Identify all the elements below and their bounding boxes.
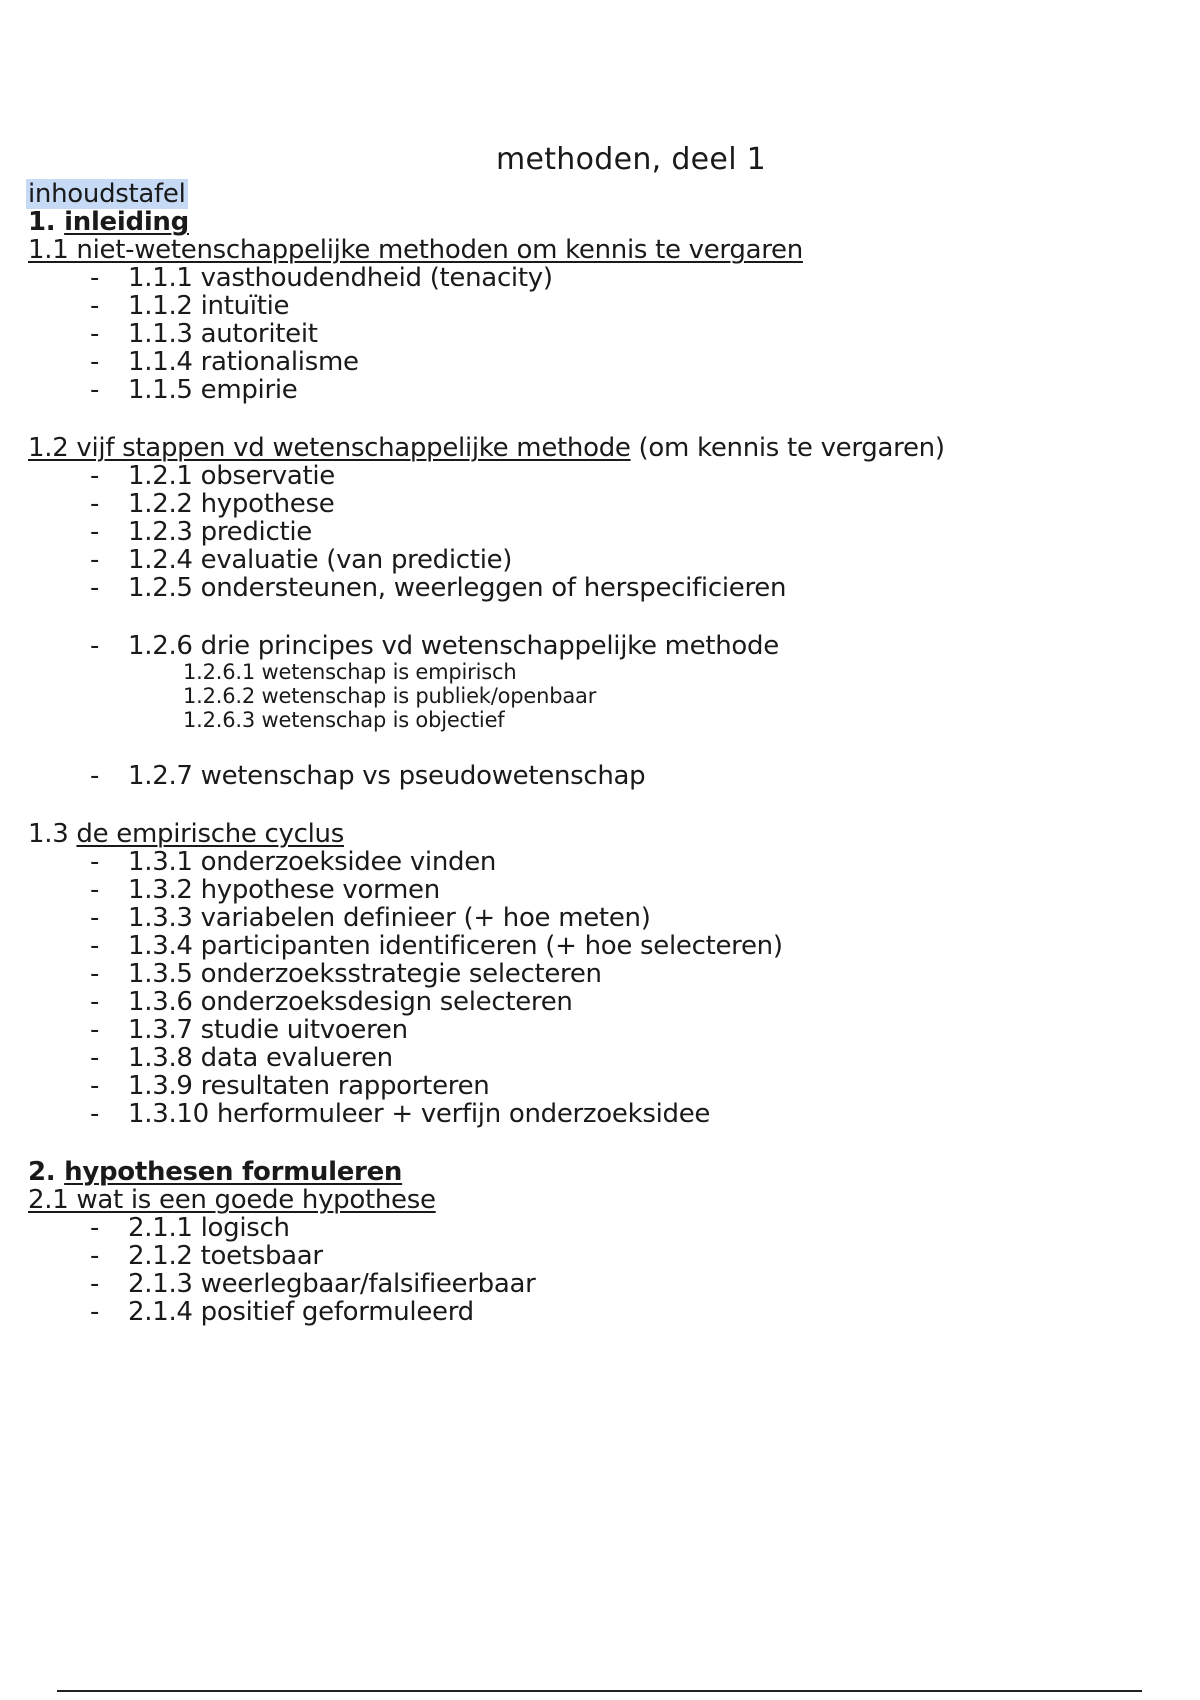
list-item: - 1.2.1 observatie (90, 461, 335, 491)
list-item: - 2.1.3 weerlegbaar/falsifieerbaar (90, 1269, 536, 1299)
section-1-2-list (28, 462, 1168, 790)
list-item: - 1.1.1 vasthoudendheid (tenacity) (90, 263, 553, 293)
section-2-1-list (28, 1214, 1168, 1326)
list-item: - 1.3.9 resultaten rapporteren (90, 1071, 490, 1101)
section-1-3-heading: 1.3 de empirische cyclus (28, 819, 344, 849)
list-item: - 1.3.8 data evalueren (90, 1043, 393, 1073)
list-item: - 1.3.3 variabelen definieer (+ hoe meten) (90, 903, 651, 933)
footer-divider (57, 1690, 1142, 1692)
section-1-3-list (28, 848, 1168, 1128)
list-item: - 1.3.2 hypothese vormen (90, 875, 440, 905)
list-item: - 2.1.1 logisch (90, 1213, 290, 1243)
page-title: methoden, deel 1 (495, 142, 767, 177)
list-item: - 1.2.6 drie principes vd wetenschappelijke methode (90, 631, 779, 661)
list-item: - 1.1.5 empirie (90, 375, 298, 405)
section-1-1-heading: 1.1 niet-wetenschappelijke methoden om kennis te vergaren (28, 235, 803, 265)
list-item: - 1.3.6 onderzoeksdesign selecteren (90, 987, 573, 1017)
section-1-1-list (28, 264, 1168, 404)
list-item: - 1.1.3 autoriteit (90, 319, 318, 349)
list-item: - 2.1.2 toetsbaar (90, 1241, 323, 1271)
list-item: - 1.3.7 studie uitvoeren (90, 1015, 408, 1045)
list-item: - 1.1.4 rationalisme (90, 347, 359, 377)
list-item: - 1.3.4 participanten identificeren (+ hoe selecteren) (90, 931, 783, 961)
list-item: - 1.2.5 ondersteunen, weerleggen of herspecificieren (90, 573, 787, 603)
section-1-2-heading: 1.2 vijf stappen vd wetenschappelijke methode (om kennis te vergaren) (28, 433, 945, 463)
chapter-1-heading: 1. inleiding (28, 207, 189, 237)
list-item: - 1.1.2 intuïtie (90, 291, 290, 321)
sub-list-item: 1.2.6.2 wetenschap is publiek/openbaar (183, 684, 597, 708)
list-item: - 1.3.1 onderzoeksidee vinden (90, 847, 497, 877)
section-2-1-heading: 2.1 wat is een goede hypothese (28, 1185, 436, 1215)
list-item: - 1.2.7 wetenschap vs pseudowetenschap (90, 761, 646, 791)
list-item: - 1.2.3 predictie (90, 517, 312, 547)
list-item: - 1.3.10 herformuleer + verfijn onderzoeksidee (90, 1099, 711, 1129)
sub-list-item: 1.2.6.1 wetenschap is empirisch (183, 660, 517, 684)
toc-label[interactable]: inhoudstafel (28, 179, 186, 209)
list-item: - 1.2.2 hypothese (90, 489, 335, 519)
list-item: - 2.1.4 positief geformuleerd (90, 1297, 474, 1327)
list-item: - 1.3.5 onderzoeksstrategie selecteren (90, 959, 602, 989)
table-of-contents (28, 180, 1168, 1326)
chapter-2-heading: 2. hypothesen formuleren (28, 1157, 403, 1187)
sub-list-item: 1.2.6.3 wetenschap is objectief (183, 708, 505, 732)
list-item: - 1.2.4 evaluatie (van predictie) (90, 545, 513, 575)
